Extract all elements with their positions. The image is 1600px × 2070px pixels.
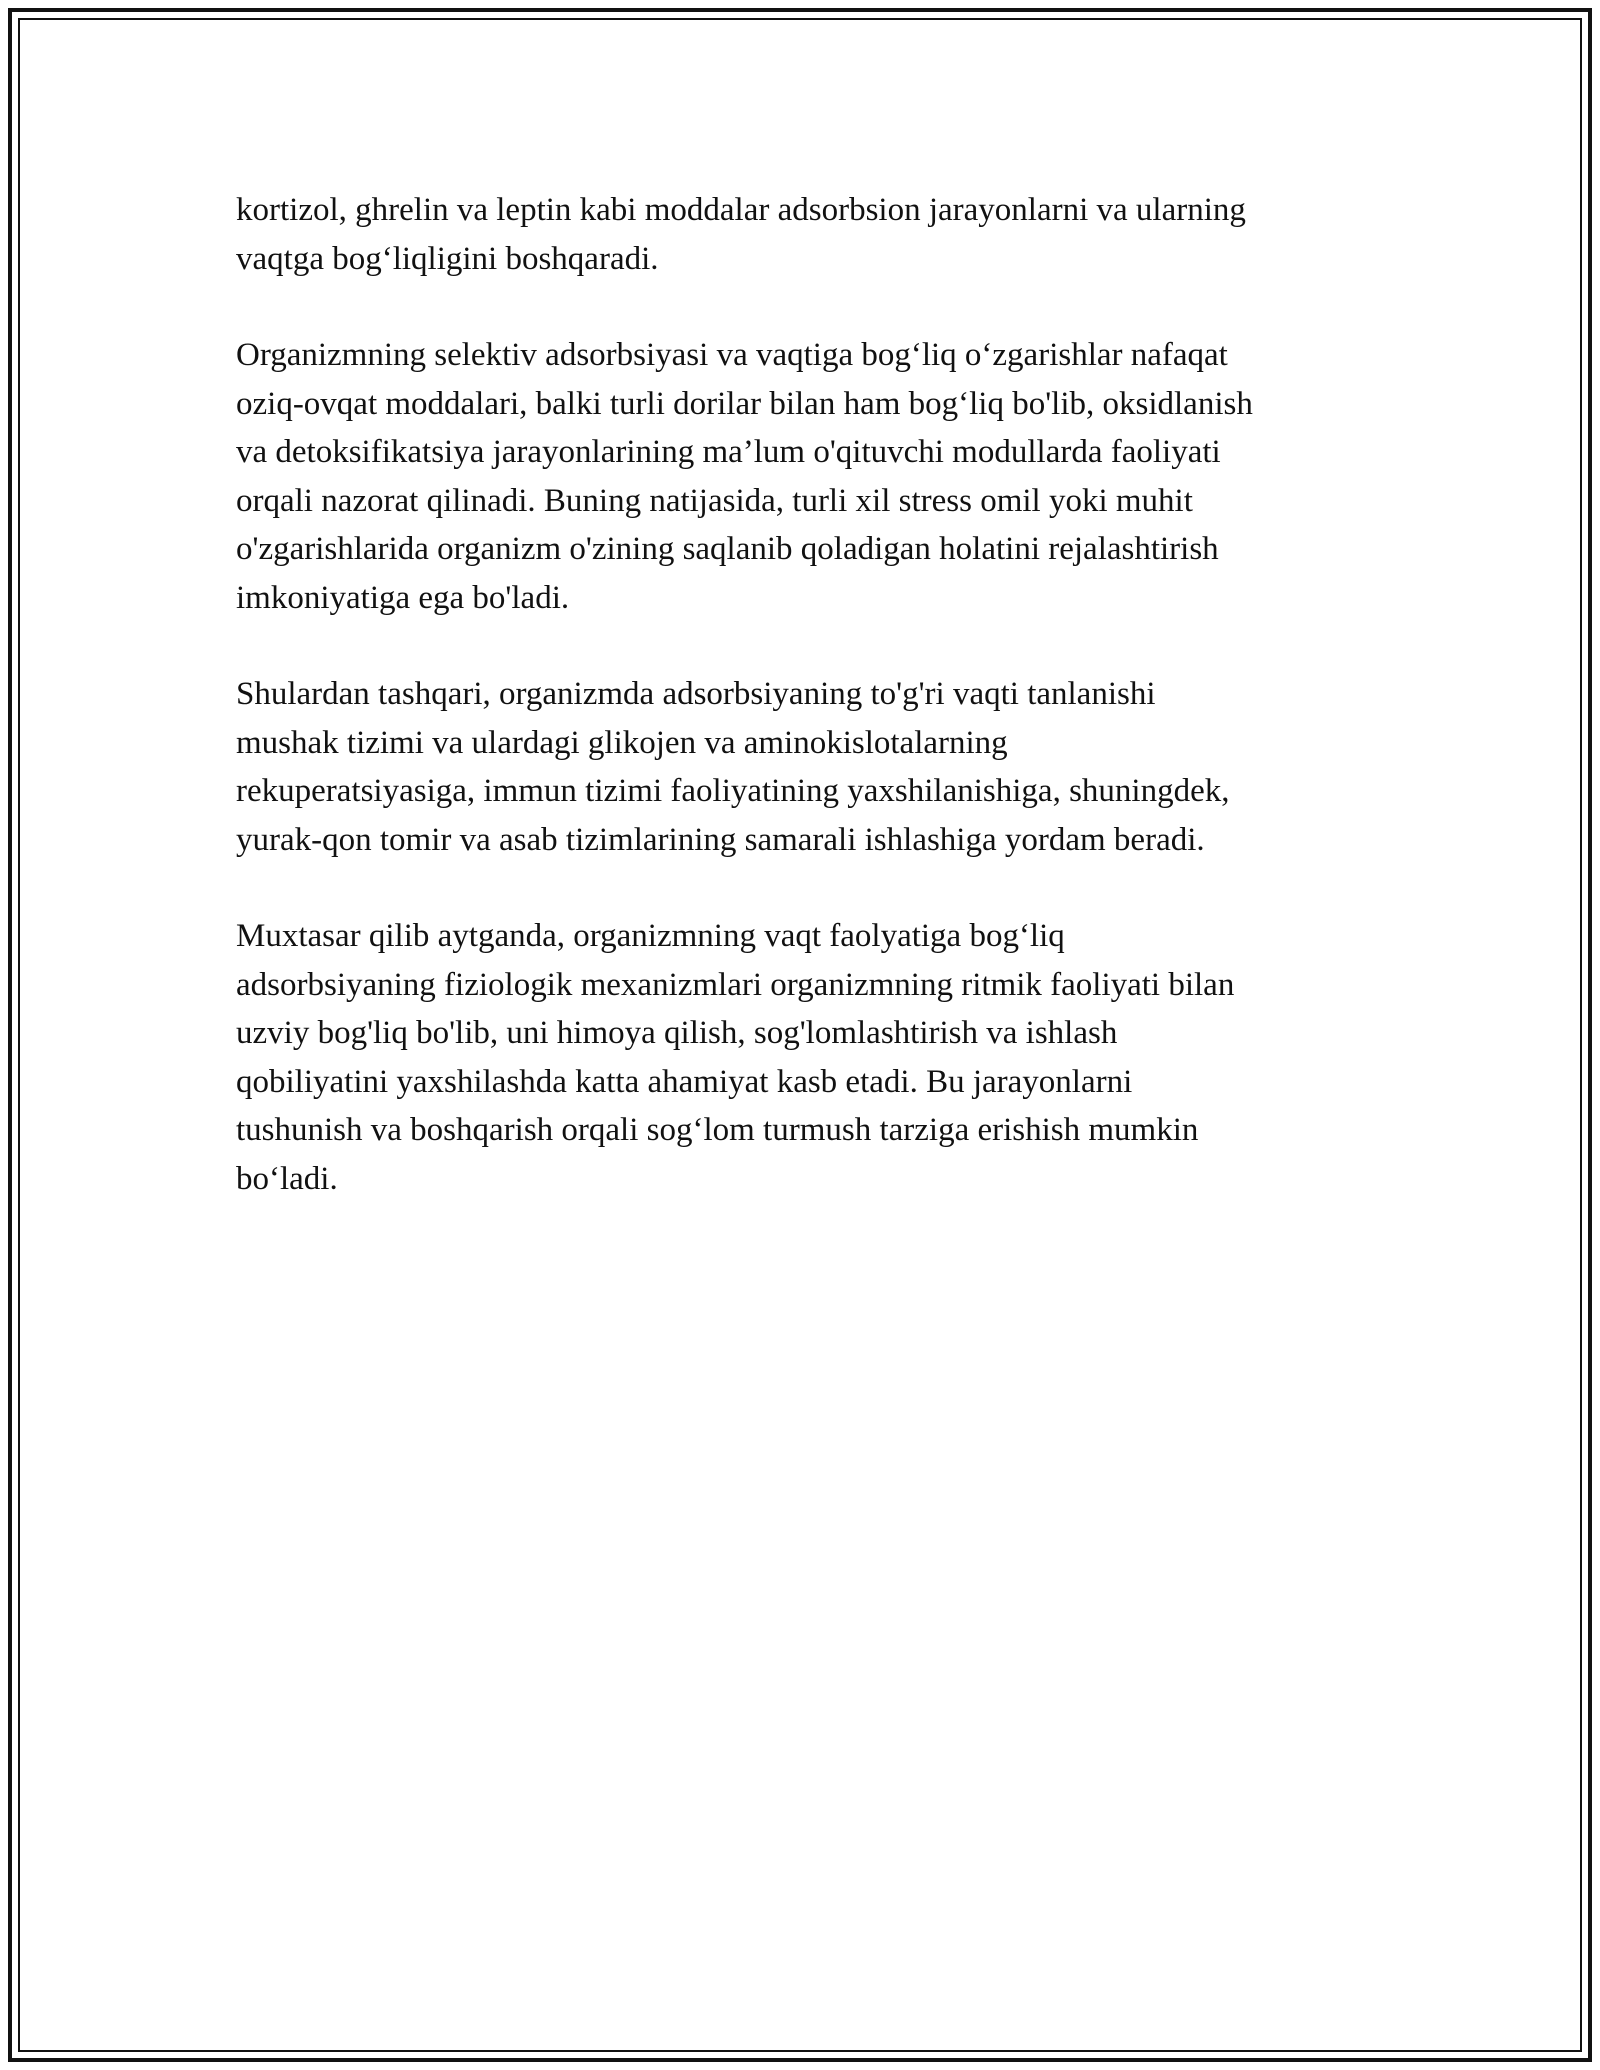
paragraph-2 — [236, 331, 1376, 622]
text-line: va detoksifikatsiya jarayonlarining ma’lum o'qituvchi modullarda faoliyati — [236, 434, 1221, 470]
text-line: rekuperatsiyasiga, immun tizimi faoliyatining yaxshilanishiga, shuningdek, — [236, 773, 1230, 809]
paragraph-1 — [236, 186, 1376, 283]
text-line: tushunish va boshqarish orqali sog‘lom turmush tarziga erishish mumkin — [236, 1112, 1199, 1148]
text-line: Muxtasar qilib aytganda, organizmning vaqt faolyatiga bog‘liq — [236, 918, 1065, 954]
text-line: uzviy bog'liq bo'lib, uni himoya qilish, sog'lomlashtirish va ishlash — [236, 1015, 1118, 1051]
text-line: yurak-qon tomir va asab tizimlarining samarali ishlashiga yordam beradi. — [236, 821, 1205, 858]
document-body — [236, 186, 1376, 1251]
text-line: o'zgarishlarida organizm o'zining saqlanib qoladigan holatini rejalashtirish — [236, 531, 1219, 567]
paragraph-3 — [236, 670, 1376, 864]
text-line: Organizmning selektiv adsorbsiyasi va vaqtiga bog‘liq o‘zgarishlar nafaqat — [236, 337, 1228, 373]
text-line: vaqtga bog‘liqligini boshqaradi. — [236, 240, 659, 277]
text-line: kortizol, ghrelin va leptin kabi moddalar adsorbsion jarayonlarni va ularning — [236, 192, 1246, 228]
text-line: imkoniyatiga ega bo'ladi. — [236, 579, 570, 616]
text-line: oziq-ovqat moddalari, balki turli dorilar bilan ham bog‘liq bo'lib, oksidlanish — [236, 385, 1253, 422]
text-line: Shulardan tashqari, organizmda adsorbsiyaning to'g'ri vaqti tanlanishi — [236, 676, 1156, 712]
text-line: bo‘ladi. — [236, 1160, 338, 1197]
text-line: orqali nazorat qilinadi. Buning natijasida, turli xil stress omil yoki muhit — [236, 482, 1193, 519]
text-line: adsorbsiyaning fiziologik mexanizmlari organizmning ritmik faoliyati bilan — [236, 966, 1235, 1003]
text-line: mushak tizimi va ulardagi glikojen va aminokislotalarning — [236, 724, 1008, 761]
paragraph-4 — [236, 912, 1376, 1203]
text-line: qobiliyatini yaxshilashda katta ahamiyat kasb etadi. Bu jarayonlarni — [236, 1063, 1133, 1100]
